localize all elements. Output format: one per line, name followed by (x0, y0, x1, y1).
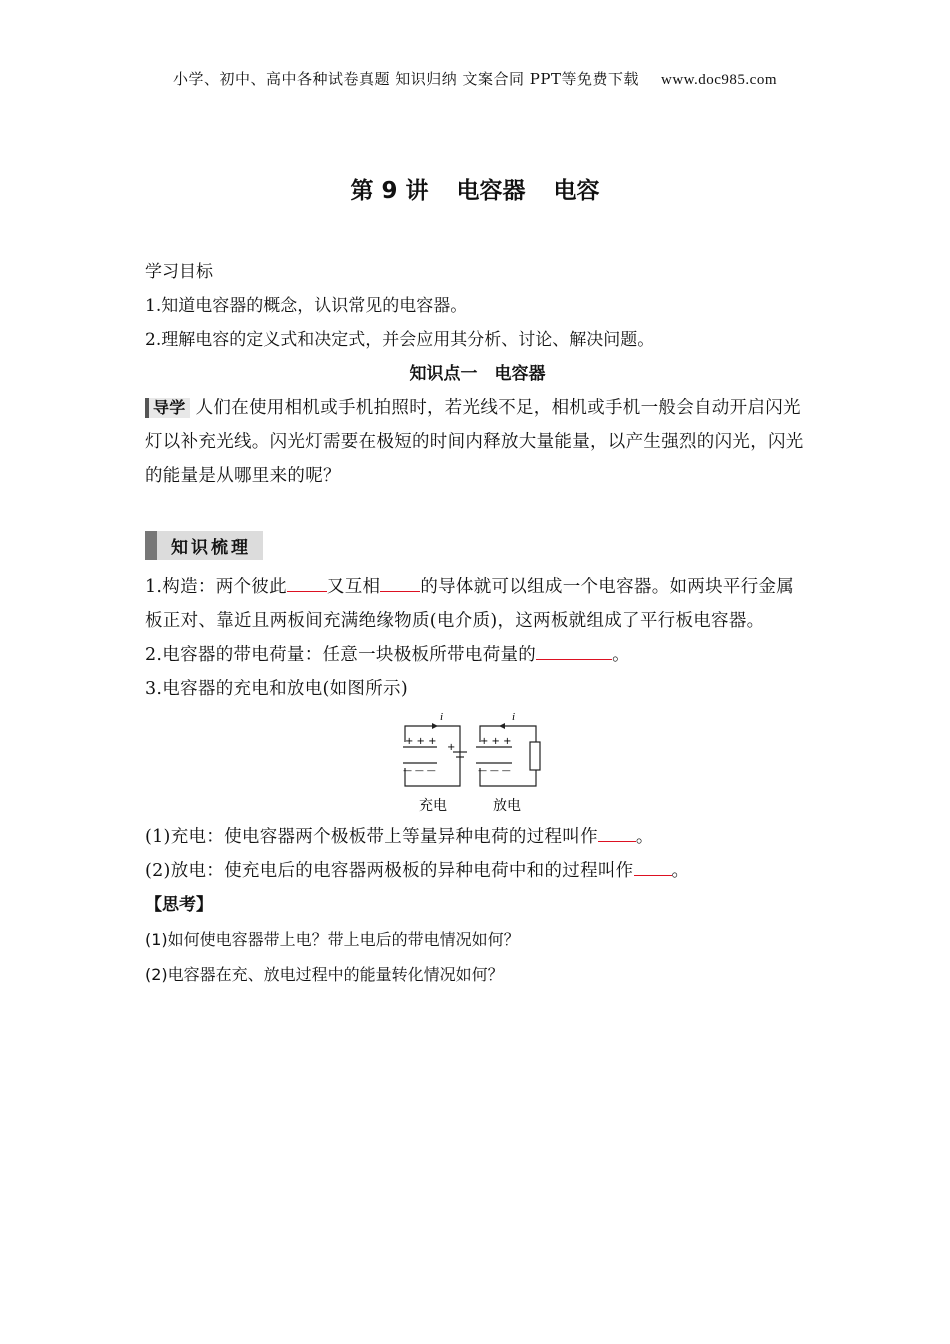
item-discharging (145, 854, 810, 888)
plus-charges-charge: + + + (404, 736, 436, 747)
item-2-text-a: 2.电容器的带电荷量：任意一块极板所带电荷量的 (145, 645, 537, 665)
header-url[interactable]: www.doc985.com (660, 72, 777, 88)
content (145, 255, 810, 992)
think-heading: 【思考】 (145, 895, 213, 915)
objective-2: 2.理解电容的定义式和决定式，并会应用其分析、讨论、解决问题。 (145, 330, 655, 350)
minus-charges-discharge: — — — (477, 766, 511, 776)
guide-tag: 导学 (145, 398, 190, 418)
page-header (0, 68, 950, 89)
blank-1[interactable] (287, 573, 327, 592)
discharging-text-b: 。 (671, 861, 690, 881)
item-1-text-c: 的导体就可以组成一个电容器。如两块平行金属板正对、靠近且两板间充满绝缘物质(电介质)，这两板就组成了平行板电容器。 (145, 577, 795, 631)
charging-text-b: 。 (635, 827, 654, 847)
minus-charges-charge: — — — (402, 766, 436, 776)
item-2-text-b: 。 (612, 645, 630, 665)
guide-paragraph (145, 391, 810, 493)
item-charge-discharge: 3.电容器的充电和放电(如图所示) (145, 679, 408, 699)
label-i-discharge: i (511, 712, 515, 723)
title-topic1: 电容器 (456, 178, 526, 204)
header-text: 小学、初中、高中各种试卷真题 知识归纳 文案合同 PPT等免费下载 (172, 70, 639, 88)
caption-charge: 充电 (418, 798, 447, 814)
objective-1: 1.知道电容器的概念，认识常见的电容器。 (145, 296, 468, 316)
item-1-text-b: 又互相 (326, 577, 381, 597)
title-lecture: 第 9 讲 (350, 178, 429, 204)
discharging-text-a: (2)放电：使充电后的电容器两极板的异种电荷中和的过程叫作 (145, 861, 634, 881)
blank-5[interactable] (634, 857, 672, 876)
section-title: 知识梳理 (145, 531, 263, 560)
battery-plus: + (446, 742, 455, 753)
blank-3[interactable] (536, 641, 612, 660)
item-structure (145, 570, 810, 638)
blank-4[interactable] (598, 823, 636, 842)
circuit-diagram (403, 712, 553, 816)
think-question-1: (1)如何使电容器带上电？带上电后的带电情况如何？ (145, 930, 520, 949)
think-question-2: (2)电容器在充、放电过程中的能量转化情况如何？ (145, 965, 504, 984)
objectives-heading: 学习目标 (145, 262, 213, 282)
item-1-text-a: 1.构造：两个彼此 (145, 577, 287, 597)
item-charge-amount (145, 638, 810, 672)
caption-discharge: 放电 (492, 798, 521, 814)
title-topic2: 电容 (553, 178, 600, 204)
item-charging (145, 820, 810, 854)
plus-charges-discharge: + + + (479, 736, 511, 747)
guide-text: 人们在使用相机或手机拍照时，若光线不足，相机或手机一般会自动开启闪光灯以补充光线。闪光灯需要在极短的时间内释放大量能量，以产生强烈的闪光，闪光的能量是从哪里来的呢？ (145, 398, 804, 486)
knowledge-point-heading: 知识点一 电容器 (409, 364, 546, 384)
charging-text-a: (1)充电：使电容器两个极板带上等量异种电荷的过程叫作 (145, 827, 598, 847)
page-title (0, 172, 950, 205)
blank-2[interactable] (380, 573, 420, 592)
label-i-charge: i (439, 712, 443, 723)
